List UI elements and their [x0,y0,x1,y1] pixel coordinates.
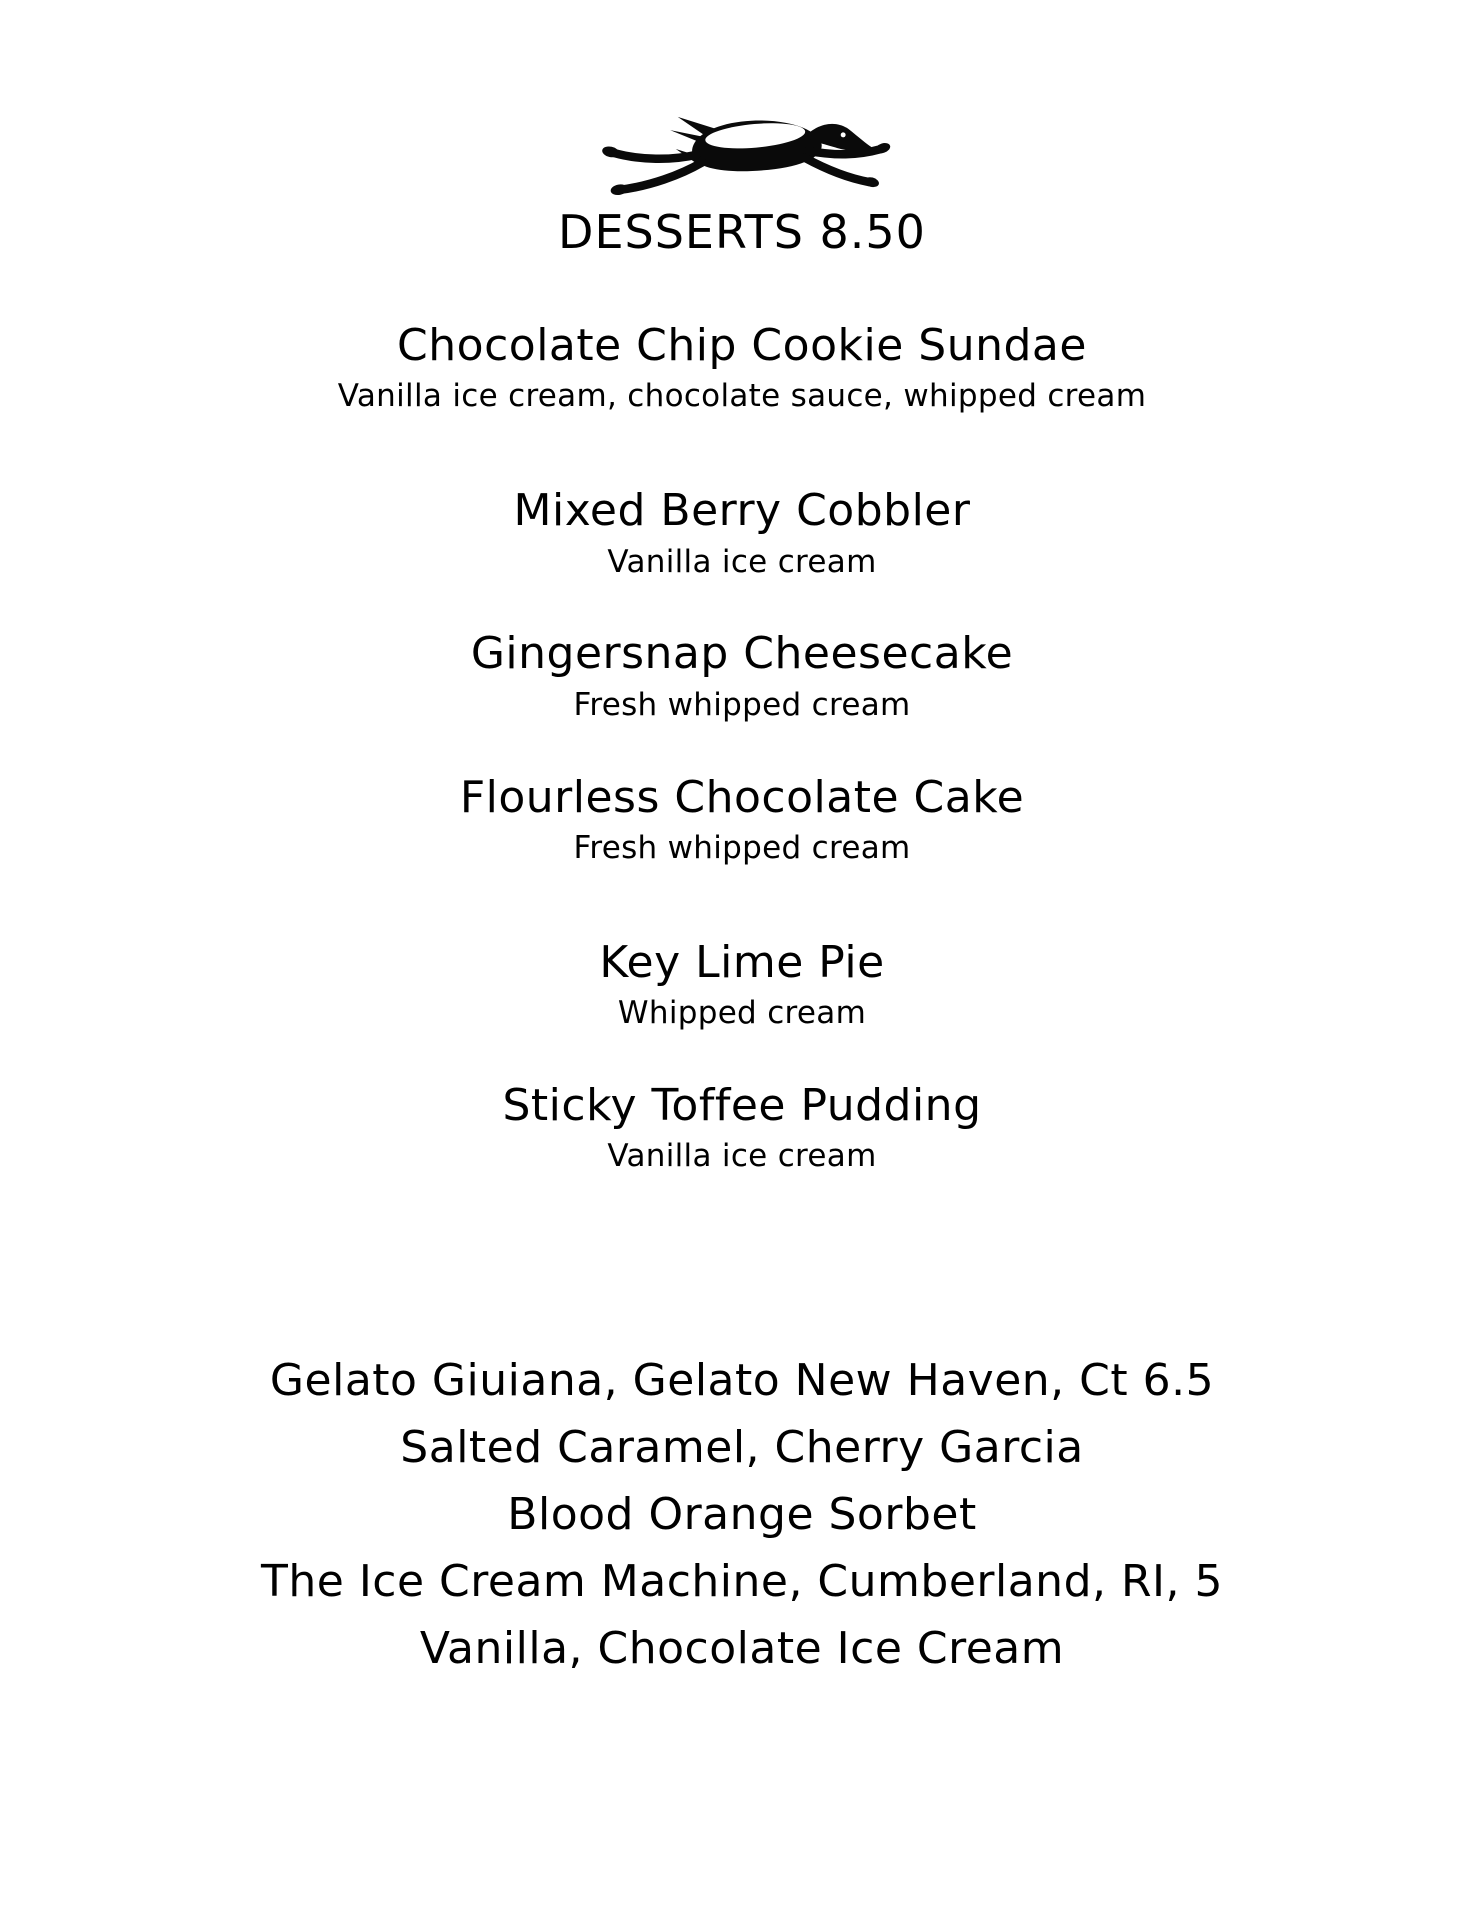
gelato-section [0,1348,1484,1682]
menu-title: DESSERTS 8.50 [558,205,926,259]
menu-item-name: Sticky Toffee Pudding [502,1079,982,1131]
menu-item-description: Vanilla ice cream [607,1138,877,1175]
menu-item-name: Flourless Chocolate Cake [459,771,1025,823]
menu-item-name: Gingersnap Cheesecake [470,628,1014,680]
gelato-line: Salted Caramel, Cherry Garcia [400,1422,1084,1474]
menu-item-description: Vanilla ice cream, chocolate sauce, whipped cream [337,378,1147,415]
menu-item-name: Chocolate Chip Cookie Sundae [397,319,1087,371]
menu-item [0,1075,1484,1176]
menu-items-list [0,315,1484,1176]
menu-item-description: Fresh whipped cream [573,686,911,723]
gelato-line: Blood Orange Sorbet [507,1488,977,1540]
gelato-line: Gelato Giuiana, Gelato New Haven, Ct 6.5 [269,1355,1215,1407]
menu-item [0,767,1484,868]
menu-item [0,932,1484,1033]
menu-item-description: Vanilla ice cream [607,543,877,580]
leaping-hare-icon [572,98,912,202]
menu-item [0,315,1484,416]
menu-item [0,480,1484,581]
menu-item-name: Mixed Berry Cobbler [513,485,971,537]
menu-item-description: Fresh whipped cream [573,830,911,867]
restaurant-logo [572,98,912,202]
menu-item [0,623,1484,724]
gelato-line: The Ice Cream Machine, Cumberland, RI, 5 [261,1555,1223,1607]
menu-item-description: Whipped cream [617,995,867,1032]
menu-item-name: Key Lime Pie [599,936,885,988]
gelato-line: Vanilla, Chocolate Ice Cream [419,1622,1065,1674]
